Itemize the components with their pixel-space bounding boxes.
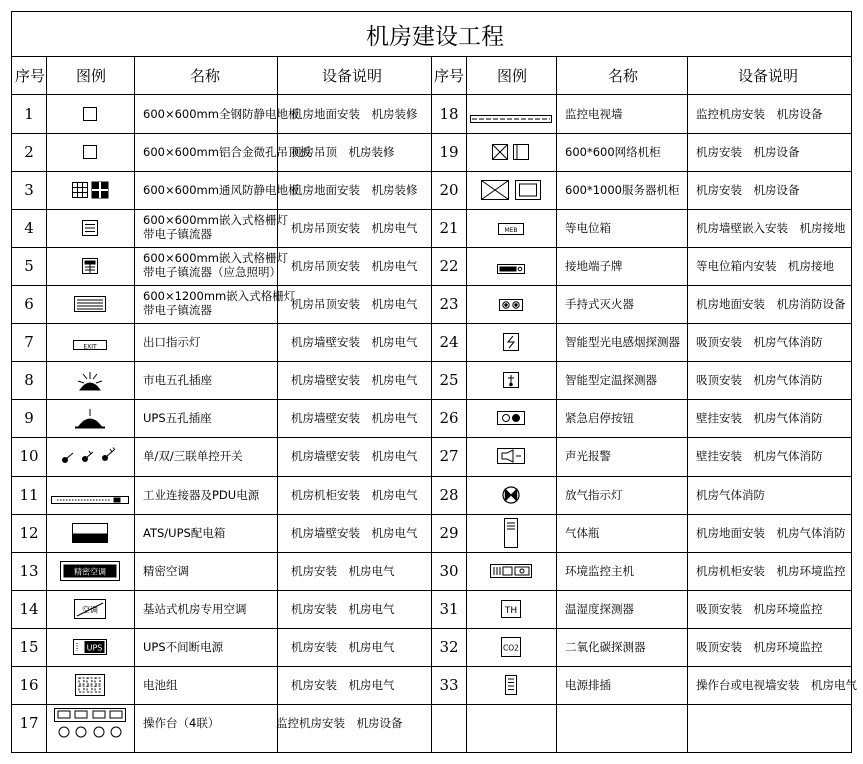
header-desc-left: 设备说明 xyxy=(322,67,383,85)
console-icon xyxy=(53,707,127,743)
svg-text:MEB: MEB xyxy=(504,227,518,234)
row-description: 监控机房安装 机房设备 xyxy=(696,106,823,121)
square-outline-icon xyxy=(82,144,98,164)
row-name: 600×600mm铝合金微孔吊顶板 xyxy=(143,144,311,159)
server-cabinet-icon xyxy=(480,179,542,205)
vent-floor-grid-icon xyxy=(71,181,109,203)
svg-text:TH: TH xyxy=(504,606,518,616)
row-number: 13 xyxy=(19,561,39,580)
row-description: 机房地面安装 机房消防设备 xyxy=(696,297,846,312)
row-description: 操作台或电视墙安装 机房电气 xyxy=(696,678,857,693)
base-station-ac-icon xyxy=(73,598,107,624)
row-name: 600×600mm嵌入式格栅灯 带电子镇流器 xyxy=(143,212,288,241)
row-name: 电池组 xyxy=(143,678,178,693)
svg-text:UPS: UPS xyxy=(86,643,103,653)
row-description: 机房吊顶安装 机房电气 xyxy=(291,220,418,235)
row-number: 29 xyxy=(439,523,459,542)
row-description: 机房安装 机房电气 xyxy=(291,639,395,654)
env-monitor-host-icon xyxy=(489,563,533,583)
emergency-grille-light-icon xyxy=(81,257,99,279)
row-name: 温湿度探测器 xyxy=(565,601,634,616)
row-description: 机房安装 机房电气 xyxy=(291,563,395,578)
row-description: 机房墙壁安装 机房电气 xyxy=(291,373,418,388)
row-name: 单/双/三联单控开关 xyxy=(143,449,243,464)
row-number: 3 xyxy=(24,180,34,199)
row-name: 600*1000服务器机柜 xyxy=(565,182,680,197)
row-number: 20 xyxy=(439,180,459,199)
square-outline-icon xyxy=(82,106,98,126)
row-number: 12 xyxy=(19,523,39,542)
mains-socket-icon xyxy=(75,369,105,395)
row-name: UPS不间断电源 xyxy=(143,639,224,654)
row-number: 28 xyxy=(439,485,459,504)
row-description: 等电位箱内安装 机房接地 xyxy=(696,258,834,273)
row-name: 接地端子牌 xyxy=(565,258,623,273)
row-description: 机房气体消防 xyxy=(696,487,765,502)
row-number: 16 xyxy=(19,676,39,695)
row-number: 1 xyxy=(24,104,34,123)
row-description: 机房吊顶 机房装修 xyxy=(291,144,395,159)
svg-text:精密空调: 精密空调 xyxy=(74,567,106,577)
row-number: 15 xyxy=(19,637,39,656)
row-description: 机房地面安装 机房装修 xyxy=(291,106,418,121)
heat-detector-icon xyxy=(502,371,520,393)
row-description: 机房机柜安装 机房电气 xyxy=(291,487,418,502)
row-number: 7 xyxy=(24,333,34,352)
pdu-strip-icon xyxy=(50,490,130,509)
row-number: 24 xyxy=(439,333,459,352)
header-desc-right: 设备说明 xyxy=(738,67,799,85)
row-number: 27 xyxy=(439,447,459,466)
row-name: 市电五孔插座 xyxy=(143,373,212,388)
temp-humidity-sensor-icon xyxy=(500,599,522,623)
grille-light-icon xyxy=(81,219,99,241)
battery-pack-icon xyxy=(74,673,106,701)
co2-sensor-icon xyxy=(500,636,522,662)
long-grille-light-icon xyxy=(73,295,107,317)
row-name: 监控电视墙 xyxy=(565,106,623,121)
row-description: 机房墙壁安装 机房电气 xyxy=(291,335,418,350)
svg-text:空调: 空调 xyxy=(82,605,98,615)
row-description: 机房机柜安装 机房环境监控 xyxy=(696,563,846,578)
row-number: 19 xyxy=(439,142,459,161)
row-number: 2 xyxy=(24,142,34,161)
row-number: 26 xyxy=(439,409,459,428)
row-number: 25 xyxy=(439,371,459,390)
switch-icon xyxy=(60,447,120,469)
row-description: 吸顶安装 机房环境监控 xyxy=(696,639,823,654)
row-number: 22 xyxy=(439,256,459,275)
network-cabinet-icon xyxy=(491,143,531,165)
discharge-indicator-icon xyxy=(501,485,521,509)
gas-cylinder-icon xyxy=(503,517,519,553)
row-name: 智能型定温探测器 xyxy=(565,373,657,388)
row-number: 33 xyxy=(439,676,459,695)
emergency-button-icon xyxy=(496,410,526,430)
equipotential-box-icon xyxy=(497,221,525,240)
row-name: 环境监控主机 xyxy=(565,563,634,578)
row-number: 30 xyxy=(439,561,459,580)
row-description: 机房吊顶安装 机房电气 xyxy=(291,297,418,312)
row-number: 11 xyxy=(19,485,39,504)
row-description: 机房安装 机房电气 xyxy=(291,678,395,693)
row-number: 8 xyxy=(24,371,34,390)
row-name: ATS/UPS配电箱 xyxy=(143,525,226,540)
header-legend-left: 图例 xyxy=(76,67,107,85)
row-name: 工业连接器及PDU电源 xyxy=(143,487,260,502)
row-number: 31 xyxy=(439,599,459,618)
row-description: 机房吊顶安装 机房电气 xyxy=(291,258,418,273)
row-name: 声光报警 xyxy=(565,449,611,464)
row-name: 紧急启停按钮 xyxy=(565,411,634,426)
row-description: 监控机房安装 机房设备 xyxy=(276,716,403,731)
header-seq-left: 序号 xyxy=(15,67,46,85)
row-number: 14 xyxy=(19,599,39,618)
row-description: 吸顶安装 机房气体消防 xyxy=(696,335,823,350)
svg-text:CO2: CO2 xyxy=(503,643,519,653)
row-name: 出口指示灯 xyxy=(143,335,201,350)
row-description: 机房墙壁嵌入安装 机房接地 xyxy=(696,220,846,235)
alarm-icon xyxy=(496,447,526,469)
power-socket-strip-icon xyxy=(504,674,518,700)
row-name: 等电位箱 xyxy=(565,220,611,235)
ups-icon xyxy=(72,638,108,660)
row-name: 手持式灭火器 xyxy=(565,297,634,312)
header-name-left: 名称 xyxy=(190,67,221,85)
row-name: 电源排插 xyxy=(565,678,611,693)
row-description: 机房墙壁安装 机房电气 xyxy=(291,411,418,426)
row-description: 壁挂安装 机房气体消防 xyxy=(696,449,823,464)
row-number: 10 xyxy=(19,447,39,466)
row-name: 基站式机房专用空调 xyxy=(143,601,247,616)
row-number: 4 xyxy=(24,218,34,237)
grounding-terminal-icon xyxy=(496,260,526,279)
row-name: 二氧化碳探测器 xyxy=(565,639,646,654)
row-name: 600×600mm全钢防静电地板 xyxy=(143,106,300,121)
row-number: 32 xyxy=(439,637,459,656)
row-name: 智能型光电感烟探测器 xyxy=(565,335,680,350)
row-name: 操作台（4联） xyxy=(143,716,220,731)
row-number: 21 xyxy=(439,218,459,237)
row-number: 18 xyxy=(439,104,459,123)
page-title: 机房建设工程 xyxy=(366,24,504,50)
row-description: 壁挂安装 机房气体消防 xyxy=(696,411,823,426)
row-number: 6 xyxy=(24,295,34,314)
row-number: 9 xyxy=(24,409,34,428)
header-legend-right: 图例 xyxy=(497,67,528,85)
row-description: 机房地面安装 机房装修 xyxy=(291,182,418,197)
svg-text:EXIT: EXIT xyxy=(83,343,97,351)
row-description: 机房墙壁安装 机房电气 xyxy=(291,449,418,464)
row-description: 吸顶安装 机房环境监控 xyxy=(696,601,823,616)
row-name: 600×600mm通风防静电地板 xyxy=(143,182,300,197)
header-seq-right: 序号 xyxy=(434,67,465,85)
row-description: 吸顶安装 机房气体消防 xyxy=(696,373,823,388)
row-name: 放气指示灯 xyxy=(565,487,623,502)
row-description: 机房安装 机房电气 xyxy=(291,601,395,616)
header-name-right: 名称 xyxy=(608,67,639,85)
row-number: 17 xyxy=(19,714,39,733)
smoke-detector-icon xyxy=(502,332,520,356)
video-wall-icon xyxy=(469,109,553,128)
precision-ac-icon xyxy=(59,560,121,586)
fire-extinguisher-icon xyxy=(498,297,524,316)
ups-socket-icon xyxy=(73,407,107,433)
row-description: 机房墙壁安装 机房电气 xyxy=(291,525,418,540)
row-number: 23 xyxy=(439,295,459,314)
row-description: 机房安装 机房设备 xyxy=(696,144,800,159)
row-number: 5 xyxy=(24,256,34,275)
exit-sign-icon xyxy=(72,336,108,355)
row-name: 600*600网络机柜 xyxy=(565,144,661,159)
row-description: 机房安装 机房设备 xyxy=(696,182,800,197)
distribution-box-icon xyxy=(71,522,109,548)
row-name: 精密空调 xyxy=(143,563,189,578)
row-description: 机房地面安装 机房气体消防 xyxy=(696,525,846,540)
row-name: 600×600mm嵌入式格栅灯 带电子镇流器（应急照明） xyxy=(143,250,288,279)
row-name: 600×1200mm嵌入式格栅灯 带电子镇流器 xyxy=(143,289,296,318)
row-name: UPS五孔插座 xyxy=(143,411,212,426)
row-name: 气体瓶 xyxy=(565,525,600,540)
